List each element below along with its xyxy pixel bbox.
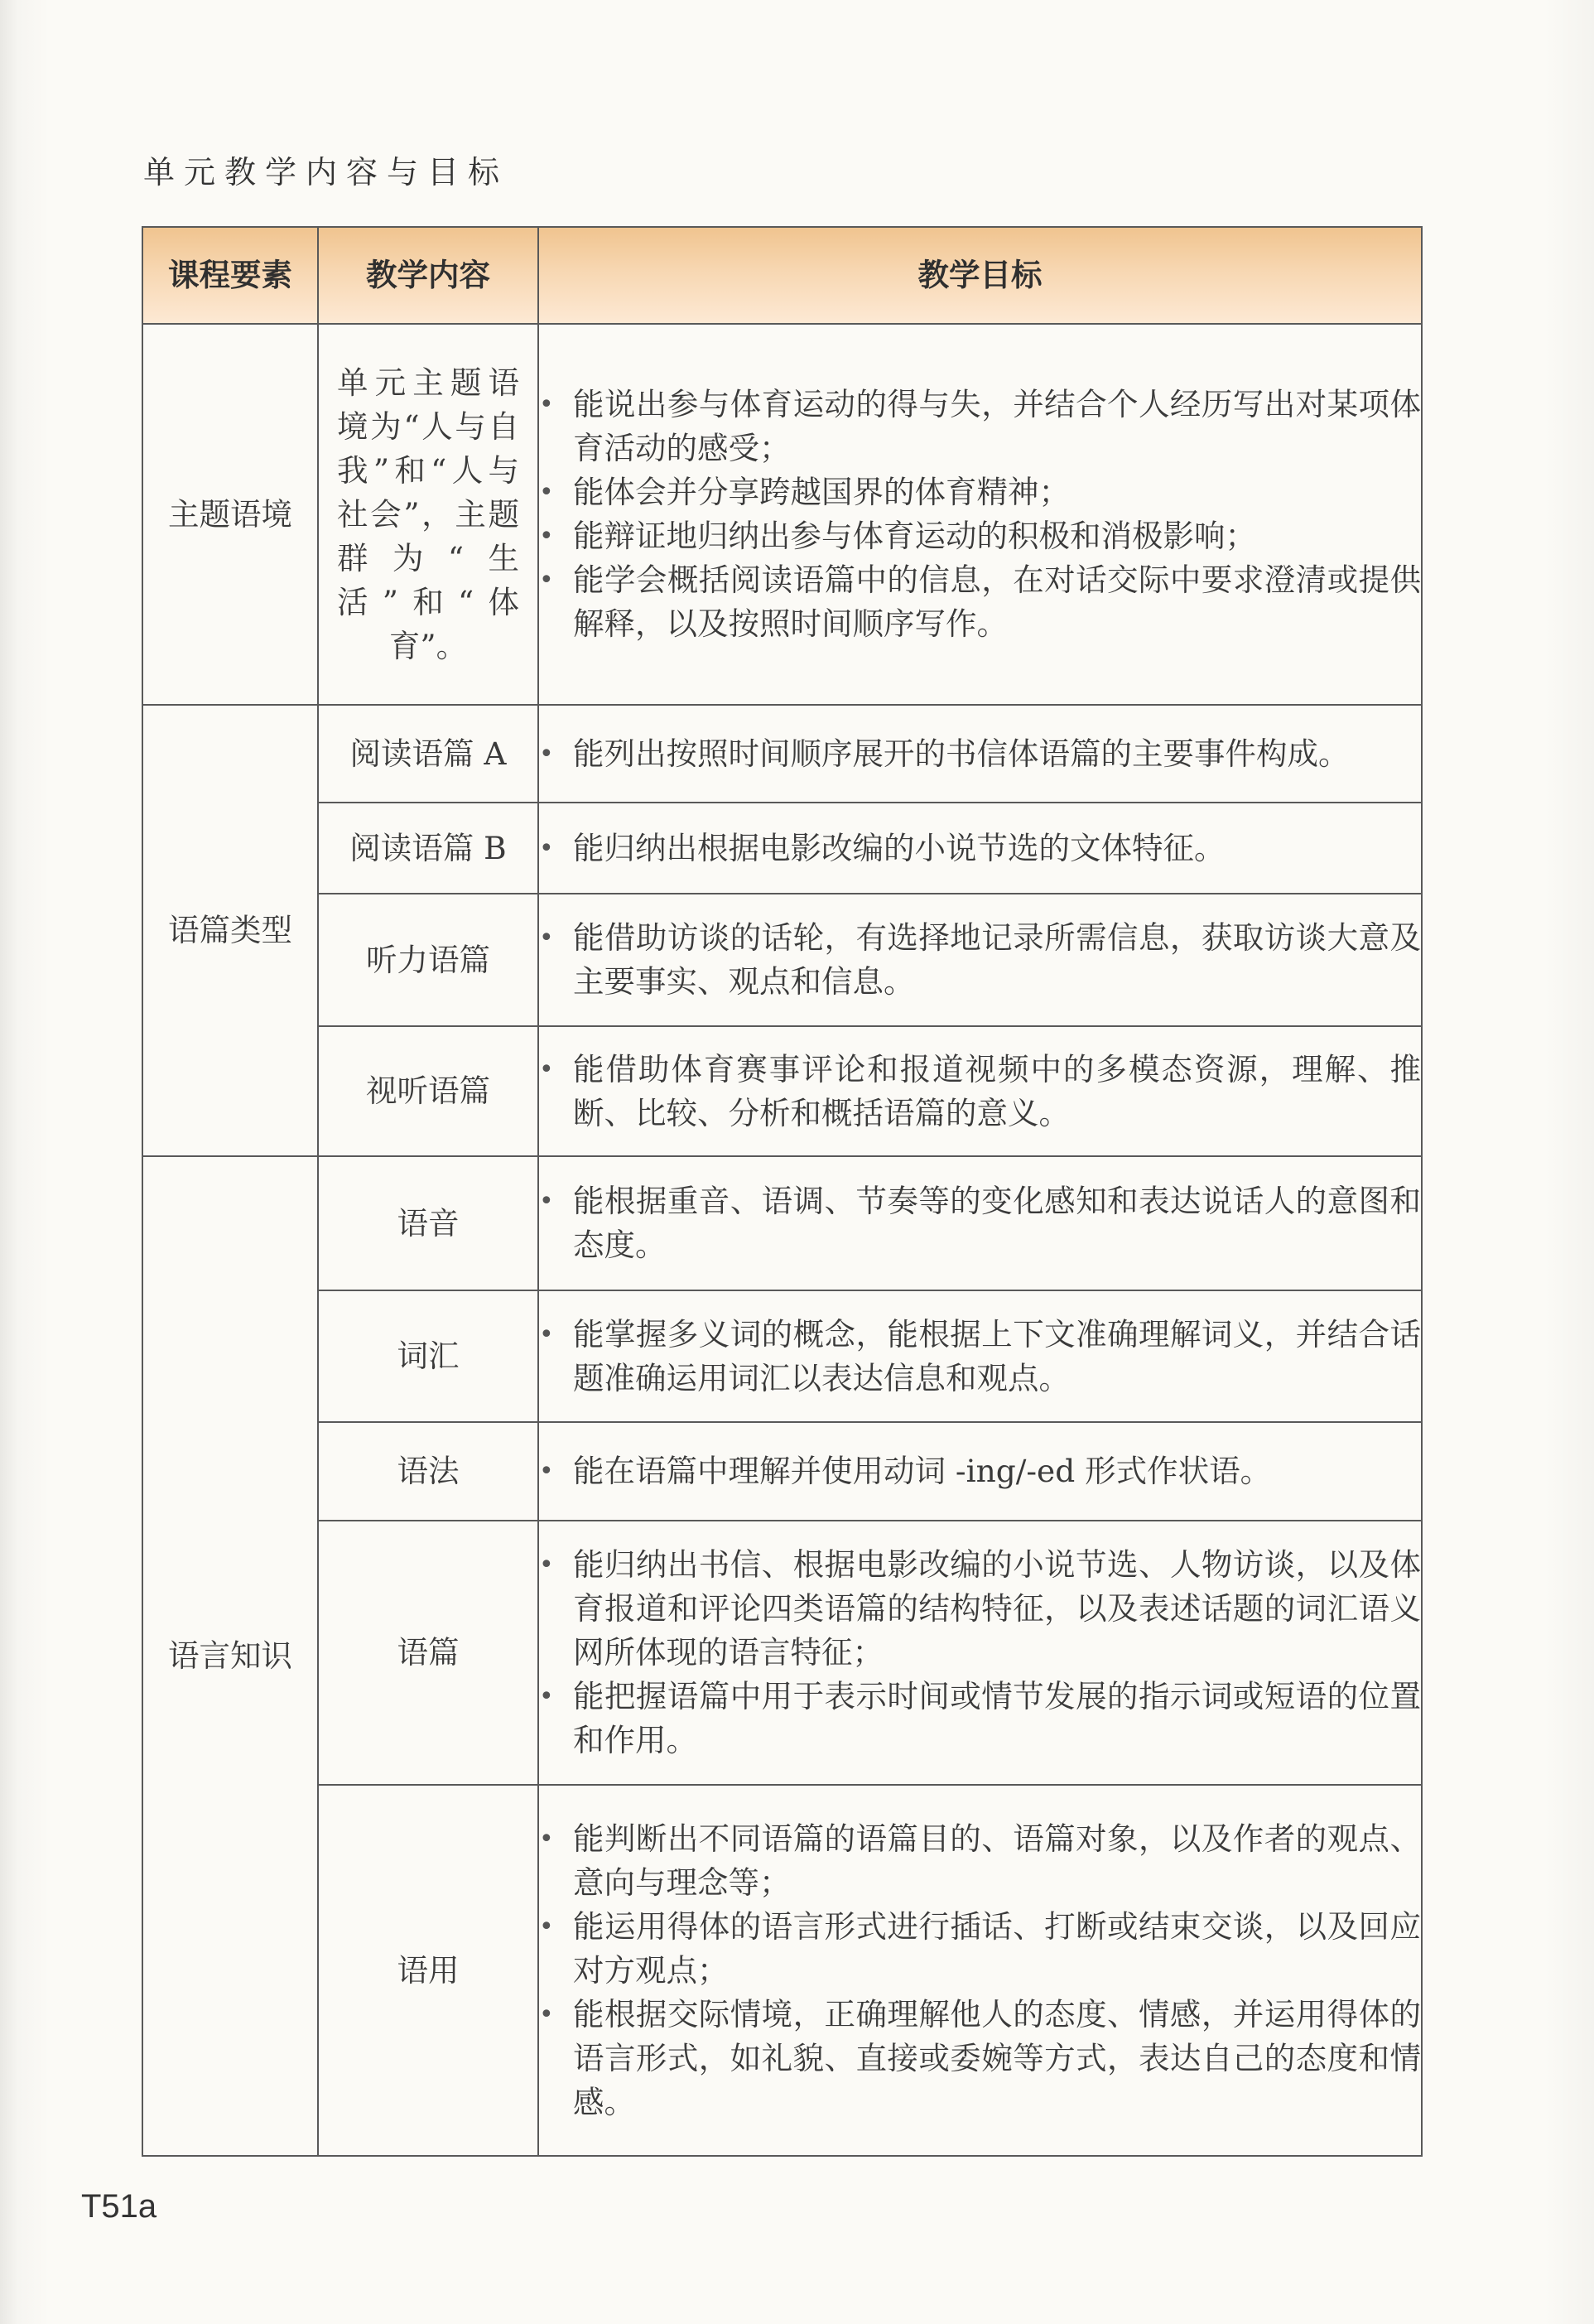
objectives-cell <box>538 1422 1422 1521</box>
content-cell: 阅读语篇 A <box>318 705 538 803</box>
content-cell: 语法 <box>318 1422 538 1521</box>
objective-item: • 能在语篇中理解并使用动词 -ing/-ed 形式作状语。 <box>539 1449 1421 1493</box>
objective-item: • 能根据重音、语调、节奏等的变化感知和表达说话人的意图和态度。 <box>539 1179 1421 1267</box>
objectives-cell <box>538 1785 1422 2156</box>
table-row <box>142 1422 1422 1521</box>
content-cell: 语用 <box>318 1785 538 2156</box>
content-cell: 词汇 <box>318 1290 538 1422</box>
content-cell: 单元主题语境为“人与自我”和“人与社会”，主题群为“生活”和“体育”。 <box>318 324 538 705</box>
table-row <box>142 1156 1422 1290</box>
objective-item: • 能借助体育赛事评论和报道视频中的多模态资源，理解、推断、比较、分析和概括语篇的意义。 <box>539 1048 1421 1135</box>
objective-item: • 能体会并分享跨越国界的体育精神； <box>539 470 1421 514</box>
objectives-cell <box>538 1521 1422 1785</box>
table-row <box>142 1785 1422 2156</box>
objective-item: • 能根据交际情境，正确理解他人的态度、情感，并运用得体的语言形式，如礼貌、直接或委婉等方式，表达自己的态度和情感。 <box>539 1993 1421 2124</box>
objectives-cell <box>538 324 1422 705</box>
table-row <box>142 1521 1422 1785</box>
objective-item: • 能归纳出根据电影改编的小说节选的文体特征。 <box>539 827 1421 870</box>
content-cell: 阅读语篇 B <box>318 803 538 894</box>
header-teaching-content: 教学内容 <box>318 227 538 324</box>
objectives-cell <box>538 705 1422 803</box>
page-number: T51a <box>81 2188 157 2225</box>
objective-item: • 能掌握多义词的概念，能根据上下文准确理解词义，并结合话题准确运用词汇以表达信息和观点。 <box>539 1313 1421 1401</box>
header-teaching-objectives: 教学目标 <box>538 227 1422 324</box>
objective-item: • 能运用得体的语言形式进行插话、打断或结束交谈，以及回应对方观点； <box>539 1905 1421 1993</box>
table-row <box>142 894 1422 1026</box>
table-row <box>142 705 1422 803</box>
objective-item: • 能归纳出书信、根据电影改编的小说节选、人物访谈，以及体育报道和评论四类语篇的结构特征，以及表述话题的词汇语义网所体现的语言特征； <box>539 1543 1421 1675</box>
objectives-cell <box>538 894 1422 1026</box>
objectives-cell <box>538 803 1422 894</box>
table-row <box>142 324 1422 705</box>
content-cell: 视听语篇 <box>318 1026 538 1156</box>
objective-item: • 能借助访谈的话轮，有选择地记录所需信息，获取访谈大意及主要事实、观点和信息。 <box>539 916 1421 1004</box>
table-header-row <box>142 227 1422 324</box>
objective-item: • 能说出参与体育运动的得与失，并结合个人经历写出对某项体育活动的感受； <box>539 383 1421 470</box>
content-cell: 语篇 <box>318 1521 538 1785</box>
objectives-cell <box>538 1156 1422 1290</box>
objectives-cell <box>538 1026 1422 1156</box>
table-row <box>142 1026 1422 1156</box>
element-cell-discourse-types: 语篇类型 <box>142 705 318 1156</box>
table-row <box>142 1290 1422 1422</box>
objectives-cell <box>538 1290 1422 1422</box>
header-course-element: 课程要素 <box>142 227 318 324</box>
objective-item: • 能学会概括阅读语篇中的信息，在对话交际中要求澄清或提供解释，以及按照时间顺序写作。 <box>539 558 1421 646</box>
objectives-table <box>142 226 1423 2157</box>
element-cell-theme: 主题语境 <box>142 324 318 705</box>
section-title: 单元教学内容与目标 <box>143 154 509 190</box>
table-row <box>142 803 1422 894</box>
objective-item: • 能判断出不同语篇的语篇目的、语篇对象，以及作者的观点、意向与理念等； <box>539 1817 1421 1905</box>
content-cell: 听力语篇 <box>318 894 538 1026</box>
element-cell-language-knowledge: 语言知识 <box>142 1156 318 2156</box>
content-cell: 语音 <box>318 1156 538 1290</box>
objective-item: • 能辩证地归纳出参与体育运动的积极和消极影响； <box>539 514 1421 558</box>
objective-item: • 能把握语篇中用于表示时间或情节发展的指示词或短语的位置和作用。 <box>539 1675 1421 1762</box>
objective-item: • 能列出按照时间顺序展开的书信体语篇的主要事件构成。 <box>539 732 1421 776</box>
